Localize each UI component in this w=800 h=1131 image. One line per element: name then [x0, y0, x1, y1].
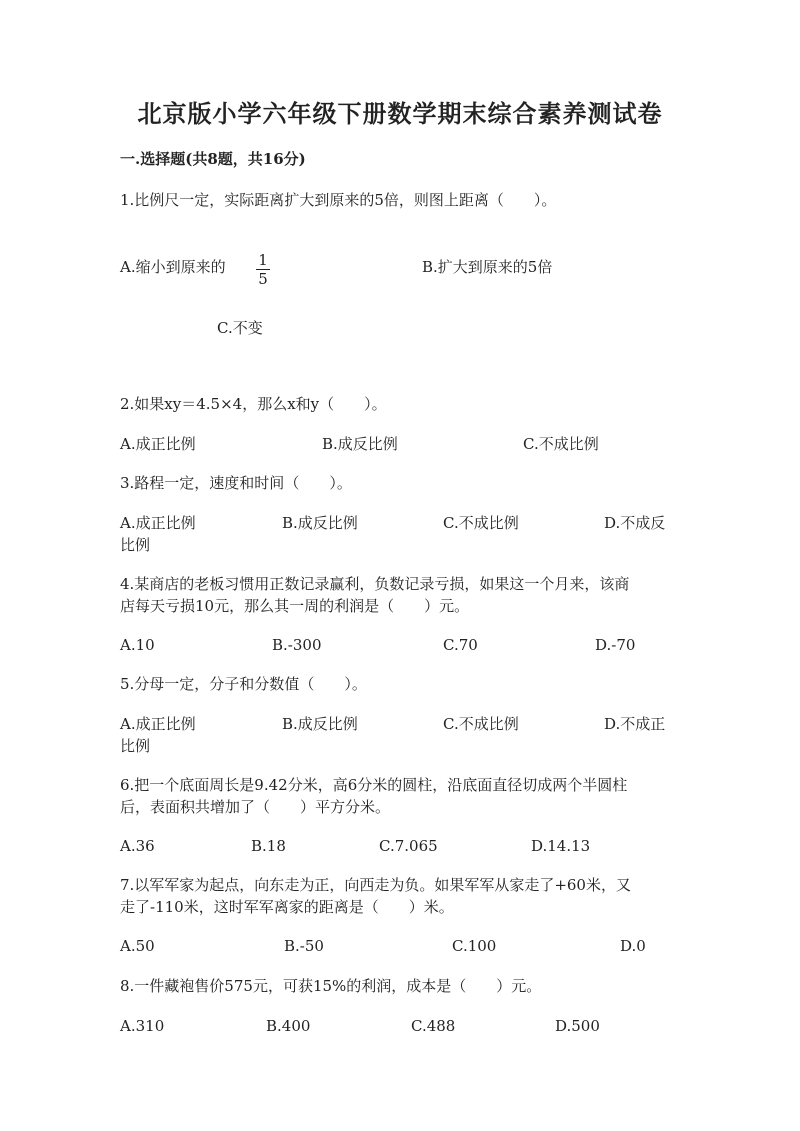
q7-option-c[interactable]: C.100 [452, 937, 497, 955]
q4-option-a[interactable]: A.10 [120, 636, 155, 654]
question-6-line-2: 后，表面积共增加了（ ）平方分米。 [120, 798, 391, 816]
q4-option-b[interactable]: B.-300 [272, 636, 322, 654]
q7-option-d[interactable]: D.0 [620, 937, 646, 955]
q2-option-b[interactable]: B.成反比例 [322, 435, 398, 453]
q3-option-b[interactable]: B.成反比例 [282, 514, 358, 532]
q2-option-c[interactable]: C.不成比例 [523, 435, 599, 453]
q6-option-c[interactable]: C.7.065 [379, 837, 438, 855]
question-8: 8.一件藏袍售价575元，可获15%的利润，成本是（ ）元。 [120, 977, 542, 995]
q6-option-b[interactable]: B.18 [251, 837, 286, 855]
fraction-numerator: 1 [258, 251, 268, 269]
q3-option-d[interactable]: D.不成反 [604, 514, 666, 532]
q6-option-d[interactable]: D.14.13 [531, 837, 591, 855]
question-3: 3.路程一定，速度和时间（ ）。 [120, 474, 352, 492]
q6-option-a[interactable]: A.36 [120, 837, 155, 855]
question-6-line-1: 6.把一个底面周长是9.42分米，高6分米的圆柱，沿底面直径切成两个半圆柱 [120, 776, 628, 794]
q5-option-a[interactable]: A.成正比例 [120, 715, 196, 733]
q1-fraction [256, 252, 270, 287]
q5-option-b[interactable]: B.成反比例 [282, 715, 358, 733]
q3-option-d-wrap: 比例 [120, 536, 151, 554]
q1-option-c[interactable]: C.不变 [217, 319, 263, 337]
q1-option-b[interactable]: B.扩大到原来的5倍 [422, 258, 553, 276]
q2-option-a[interactable]: A.成正比例 [120, 435, 196, 453]
q8-option-a[interactable]: A.310 [120, 1017, 165, 1035]
q8-option-c[interactable]: C.488 [411, 1017, 456, 1035]
q5-option-c[interactable]: C.不成比例 [443, 715, 519, 733]
question-5: 5.分母一定，分子和分数值（ ）。 [120, 675, 367, 693]
question-7-line-2: 走了-110米，这时军军离家的距离是（ ）米。 [120, 898, 454, 916]
q5-option-d-wrap: 比例 [120, 737, 151, 755]
question-7-line-1: 7.以军军家为起点，向东走为正，向西走为负。如果军军从家走了+60米，又 [120, 876, 631, 894]
question-4-line-2: 店每天亏损10元，那么其一周的利润是（ ）元。 [120, 597, 470, 615]
q4-option-c[interactable]: C.70 [443, 636, 478, 654]
q5-option-d[interactable]: D.不成正 [604, 715, 666, 733]
q1-option-a[interactable]: A.缩小到原来的 [120, 258, 226, 276]
q7-option-b[interactable]: B.-50 [284, 937, 324, 955]
section-heading: 一.选择题(共8题，共16分) [120, 150, 306, 168]
question-4-line-1: 4.某商店的老板习惯用正数记录赢利，负数记录亏损，如果这一个月来，该商 [120, 575, 630, 593]
question-1: 1.比例尺一定，实际距离扩大到原来的5倍，则图上距离（ ）。 [120, 191, 557, 209]
q7-option-a[interactable]: A.50 [120, 937, 155, 955]
q4-option-d[interactable]: D.-70 [595, 636, 636, 654]
q3-option-c[interactable]: C.不成比例 [443, 514, 519, 532]
q8-option-d[interactable]: D.500 [555, 1017, 600, 1035]
fraction-denominator: 5 [258, 270, 268, 288]
q3-option-a[interactable]: A.成正比例 [120, 514, 196, 532]
q8-option-b[interactable]: B.400 [266, 1017, 311, 1035]
question-2: 2.如果xy＝4.5×4，那么x和y（ ）。 [120, 395, 387, 413]
exam-title: 北京版小学六年级下册数学期末综合素养测试卷 [137, 99, 663, 128]
